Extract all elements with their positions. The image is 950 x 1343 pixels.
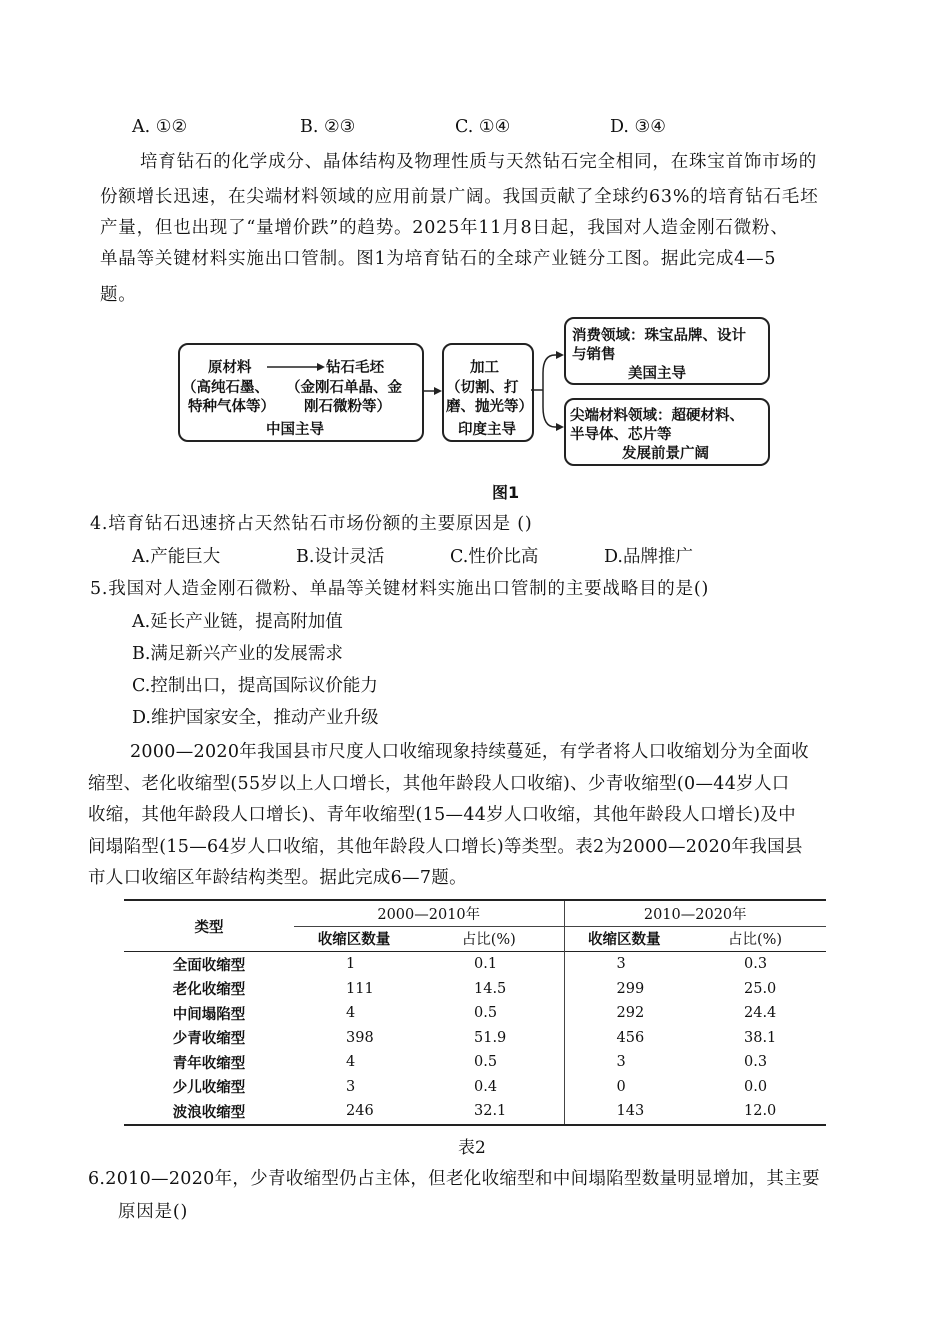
table-cell-type: 全面收缩型 [172,957,246,974]
table-cell-share-2000-2010: 32.1 [414,1099,564,1125]
q6-stem-line-2: 原因是() [118,1202,189,1222]
table2-count-header-1: 收缩区数量 [317,932,391,949]
table-cell-count-2000-2010: 3 [346,1078,356,1095]
table-row [124,1001,826,1026]
passage2-line-3: 收缩，其他年龄段人口增长)、青年收缩型(15—44岁人口收缩，其他年龄段人口增长)及中 [88,805,796,825]
china-leader-label: 中国主导 [266,422,324,438]
table-cell-share-2010-2020: 0.0 [744,1078,768,1095]
table-cell-share-2010-2020: 38.1 [744,1029,777,1046]
q5-stem: 5.我国对人造金刚石微粉、单晶等关键材料实施出口管制的主要战略目的是() [90,579,710,599]
passage1-line-2: 份额增长迅速，在尖端材料领域的应用前景广阔。我国贡献了全球约63%的培育钻石毛坯 [100,187,819,207]
prev-option-b: B. ②③ [300,117,356,137]
q4-stem: 4.培育钻石迅速挤占天然钻石市场份额的主要原因是 () [90,514,533,534]
passage2-line-5: 市人口收缩区年龄结构类型。据此完成6—7题。 [88,868,467,888]
table-cell-type: 波浪收缩型 [172,1104,246,1121]
raw-materials-detail-1: （高纯石墨、 [182,380,269,396]
q6-stem-line-1: 6.2010—2020年，少青收缩型仍占主体，但老化收缩型和中间塌陷型数量明显增加，其主要 [88,1169,820,1189]
box-us-consumption [564,317,770,385]
prev-option-a: A. ①② [132,117,188,137]
branch-arrows-icon [531,345,565,445]
table-cell-share-2000-2010: 14.5 [414,977,564,1002]
table-cell-share-2010-2020: 12.0 [744,1103,777,1120]
table-row [124,952,826,977]
figure1-caption: 图1 [492,483,520,502]
processing-detail-1: （切割、打 [446,380,519,396]
table-cell-count-2010-2020: 0 [616,1078,626,1095]
passage1-line-4: 单晶等关键材料实施出口管制。图1为培育钻石的全球产业链分工图。据此完成4—5 [100,249,777,269]
q4-option-b: B.设计灵活 [296,547,385,567]
table2-period1-header: 2000—2010年 [294,900,564,926]
passage1-line-3: 产量，但也出现了“量增价跌”的趋势。2025年11月8日起，我国对人造金刚石微粉、 [100,218,789,238]
table-row [124,1075,826,1100]
advanced-line-2: 半导体、芯片等 [570,427,672,443]
q5-option-a: A.延长产业链，提高附加值 [132,612,343,632]
table-cell-type: 少青收缩型 [172,1031,246,1048]
rough-diamond-title: 钻石毛坯 [326,360,384,376]
table-cell-share-2010-2020: 25.0 [744,980,777,997]
table-cell-share-2000-2010: 0.1 [414,952,564,977]
table-cell-count-2000-2010: 246 [346,1103,374,1120]
table-cell-type: 老化收缩型 [172,982,246,999]
table2-body [124,952,826,1125]
passage1-line-5: 题。 [100,285,137,305]
consumption-line-2: 与销售 [572,347,616,363]
prev-option-c: C. ①④ [455,117,511,137]
passage1-line-1: 培育钻石的化学成分、晶体结构及物理性质与天然钻石完全相同，在珠宝首饰市场的 [140,152,818,172]
india-leader-label: 印度主导 [458,422,516,438]
table-cell-type: 青年收缩型 [172,1055,246,1072]
box-india-processing [442,343,534,442]
arrow-to-processing-icon [421,385,443,397]
table2-type-header: 类型 [124,900,294,952]
raw-materials-title: 原材料 [208,360,252,376]
table-cell-share-2000-2010: 0.5 [414,1050,564,1075]
table-cell-share-2010-2020: 0.3 [744,1054,768,1071]
processing-detail-2: 磨、抛光等） [446,399,533,415]
passage2-line-1: 2000—2020年我国县市尺度人口收缩现象持续蔓延，有学者将人口收缩划分为全面收 [130,742,809,762]
q5-option-d: D.维护国家安全，推动产业升级 [132,708,379,728]
table-cell-count-2000-2010: 111 [346,980,374,997]
q4-option-d: D.品牌推广 [604,547,693,567]
table-row [124,1099,826,1125]
consumption-line-1: 消费领域：珠宝品牌、设计 [572,328,746,344]
table2 [124,899,826,1126]
table2-period2-header: 2010—2020年 [564,900,826,926]
rough-diamond-detail-1: （金刚石单晶、金 [286,380,402,396]
table-row [124,977,826,1002]
table-cell-count-2010-2020: 292 [616,1005,645,1022]
prev-option-d: D. ③④ [610,117,666,137]
table-cell-share-2000-2010: 0.5 [414,1001,564,1026]
table2-share-header-2: 占比(%) [727,932,783,949]
table-cell-type: 少儿收缩型 [172,1080,246,1097]
table-cell-count-2000-2010: 4 [346,1005,356,1022]
table-cell-count-2010-2020: 3 [616,956,626,973]
arrow-raw-to-rough-icon [265,361,327,373]
table-cell-count-2010-2020: 456 [616,1029,645,1046]
passage2-line-2: 缩型、老化收缩型(55岁以上人口增长，其他年龄段人口收缩)、少青收缩型(0—44岁人口 [88,774,790,794]
table-cell-count-2000-2010: 1 [346,956,356,973]
box-china-raw-materials [178,343,424,442]
table-cell-share-2010-2020: 0.3 [744,956,768,973]
table-row [124,1050,826,1075]
box-advanced-materials [564,398,770,466]
table-cell-count-2000-2010: 4 [346,1054,356,1071]
prospect-label: 发展前景广阔 [622,446,709,462]
table-cell-share-2010-2020: 24.4 [744,1005,777,1022]
table-cell-share-2000-2010: 51.9 [414,1026,564,1051]
table-row [124,1026,826,1051]
table-cell-share-2000-2010: 0.4 [414,1075,564,1100]
rough-diamond-detail-2: 刚石微粉等） [304,399,391,415]
q4-option-a: A.产能巨大 [132,547,221,567]
q5-option-b: B.满足新兴产业的发展需求 [132,644,343,664]
table2-caption: 表2 [458,1138,486,1158]
raw-materials-detail-2: 特种气体等） [188,399,275,415]
advanced-line-1: 尖端材料领域：超硬材料、 [570,408,744,424]
table-cell-count-2000-2010: 398 [346,1029,374,1046]
table2-share-header-1: 占比(%) [414,926,564,952]
table-cell-count-2010-2020: 299 [616,980,645,997]
processing-title: 加工 [470,360,499,376]
table-cell-count-2010-2020: 3 [616,1054,626,1071]
us-leader-label: 美国主导 [628,366,686,382]
table-cell-count-2010-2020: 143 [616,1103,645,1120]
table2-count-header-2: 收缩区数量 [588,932,661,949]
table-cell-type: 中间塌陷型 [172,1006,246,1023]
q5-option-c: C.控制出口，提高国际议价能力 [132,676,378,696]
q4-option-c: C.性价比高 [450,547,539,567]
passage2-line-4: 间塌陷型(15—64岁人口收缩，其他年龄段人口增长)等类型。表2为2000—2020年我国县 [88,837,803,857]
